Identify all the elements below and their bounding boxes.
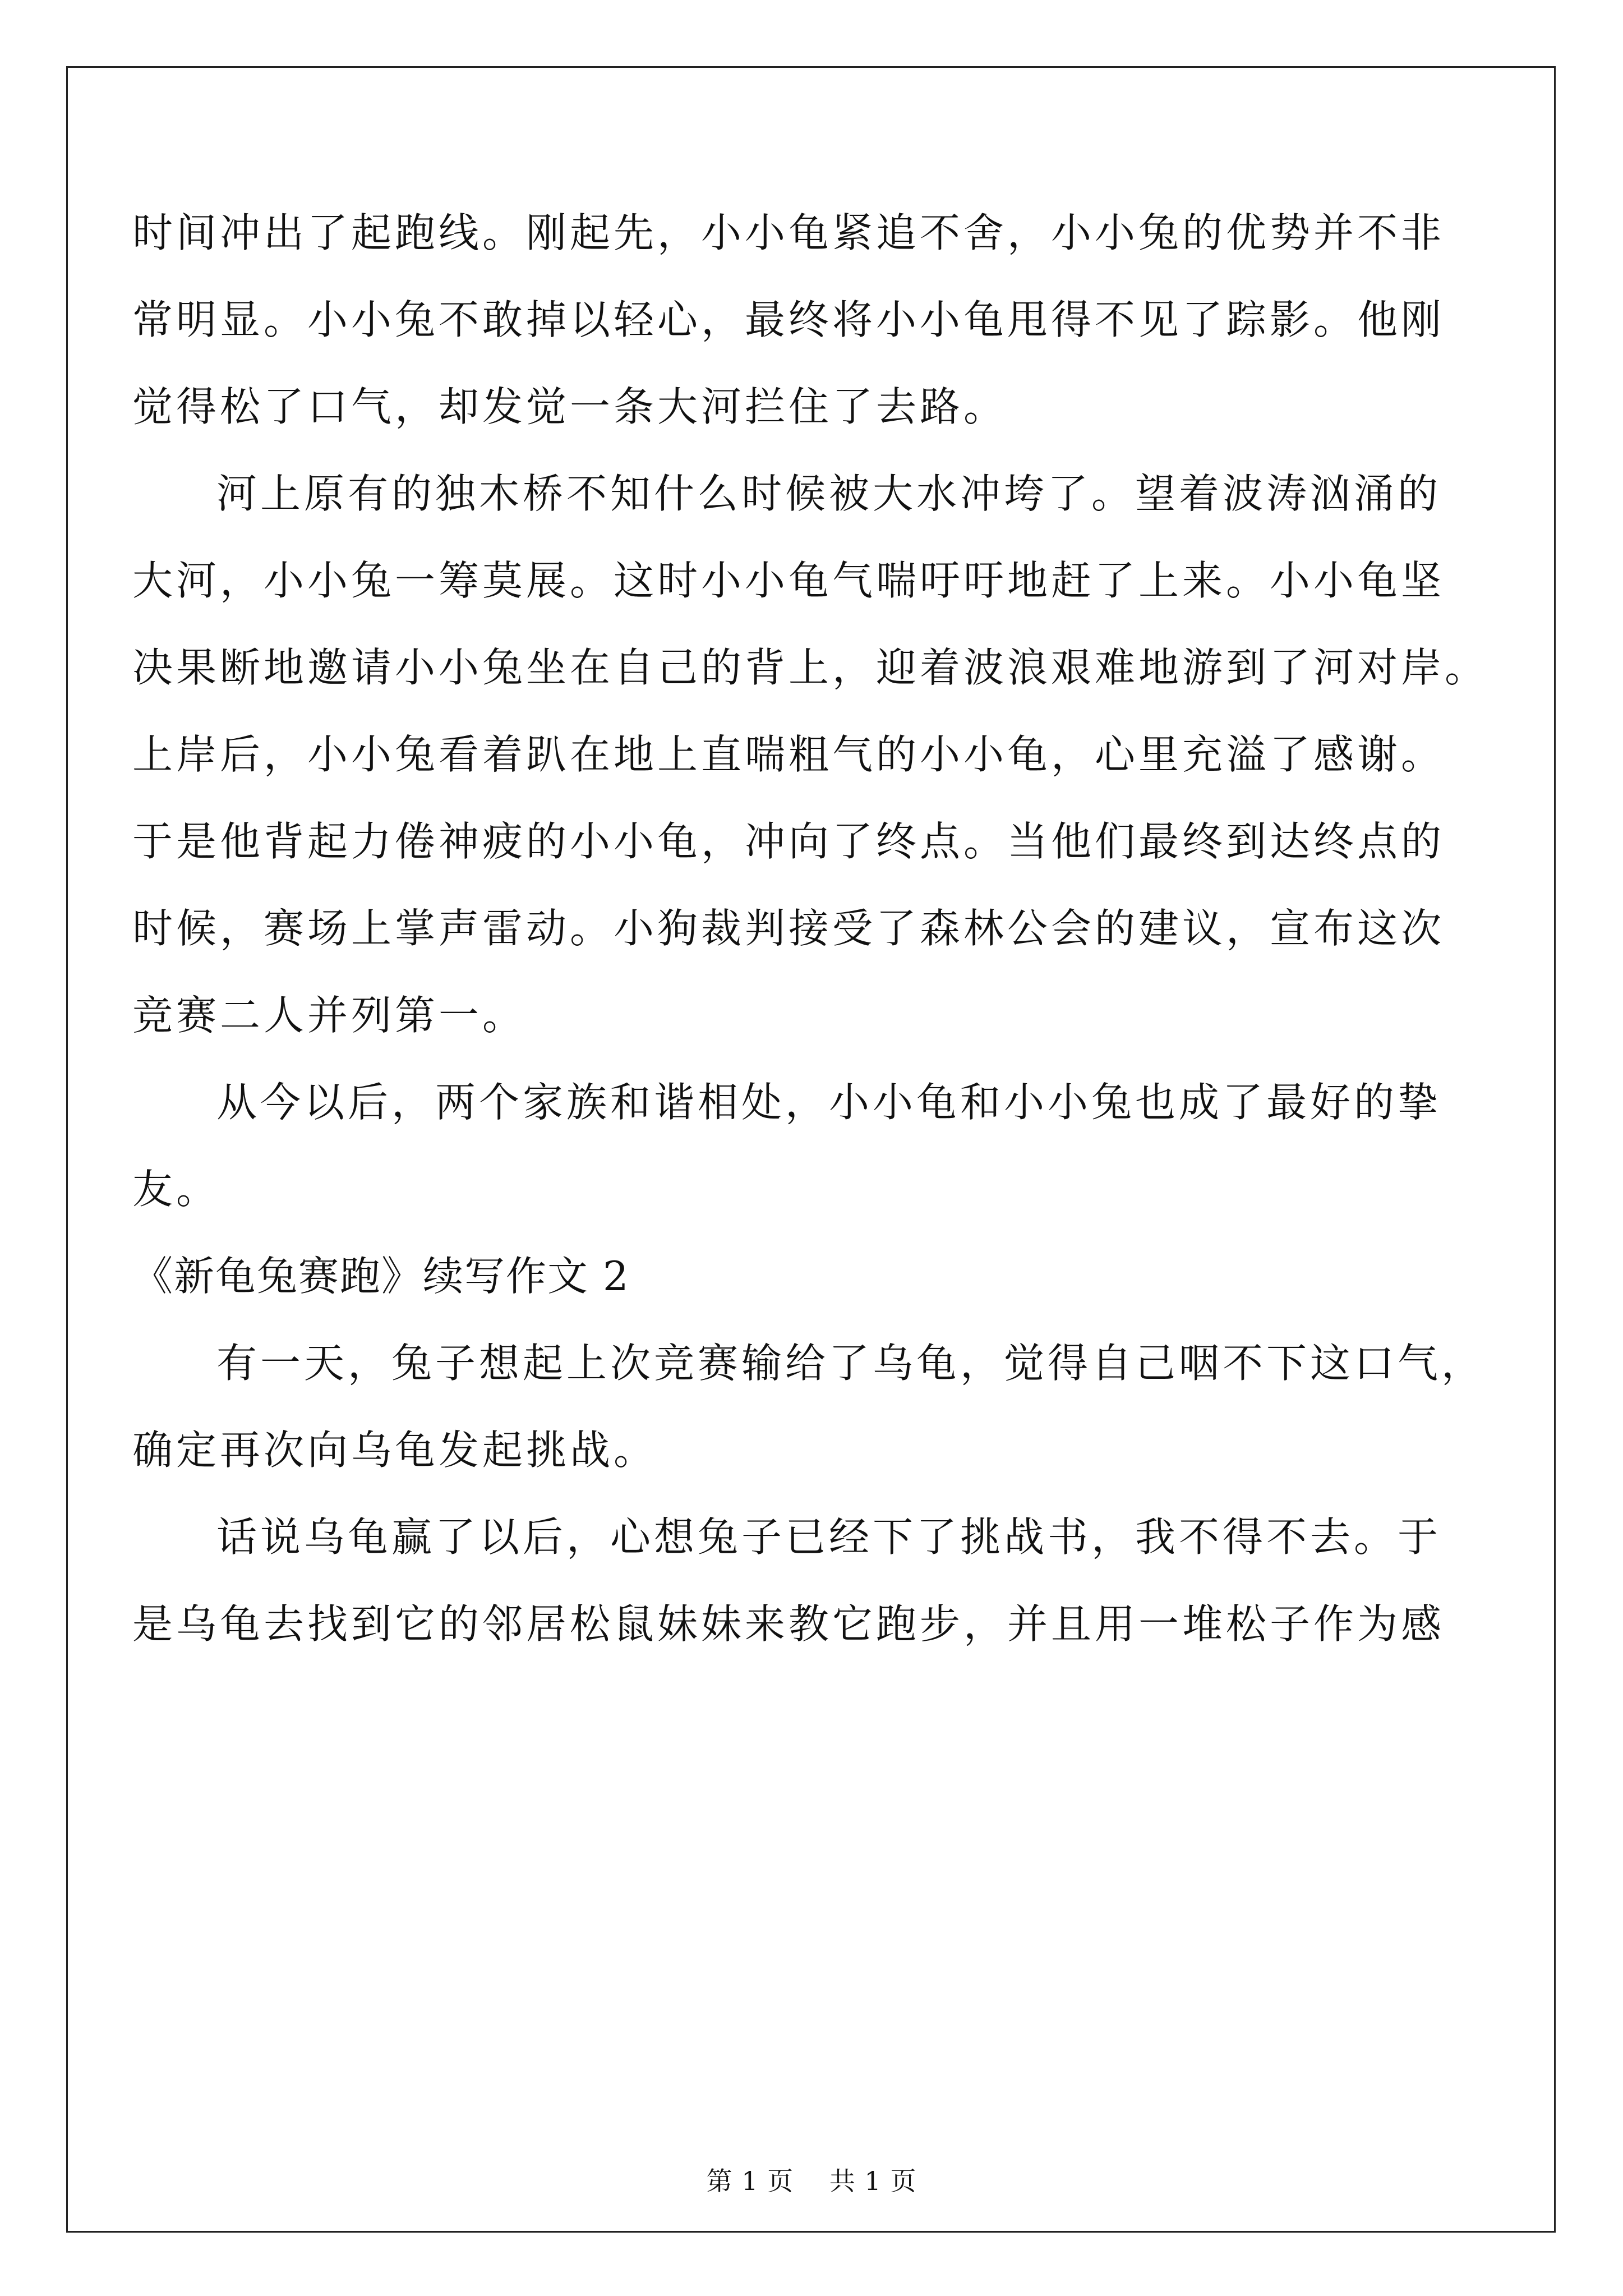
- section-heading: 《新龟兔赛跑》续写作文 2: [132, 1253, 630, 1300]
- text-line: 竞赛二人并列第一。: [132, 992, 527, 1039]
- text-line: 于是他背起力倦神疲的小小龟，冲向了终点。当他们最终到达终点的: [132, 818, 1445, 865]
- paragraph-start-line: 从今以后，两个家族和谐相处，小小龟和小小兔也成了最好的挚: [216, 1079, 1442, 1126]
- page-number-current: 第 1 页: [706, 2166, 794, 2196]
- text-line: 大河，小小兔一筹莫展。这时小小龟气喘吁吁地赶了上来。小小龟坚: [132, 557, 1445, 604]
- text-line: 友。: [132, 1166, 220, 1213]
- page-footer: [0, 2164, 1623, 2198]
- text-line: 时候，赛场上掌声雷动。小狗裁判接受了森林公会的建议，宣布这次: [132, 905, 1445, 952]
- text-line: 上岸后，小小兔看着趴在地上直喘粗气的小小龟，心里充溢了感谢。: [132, 731, 1445, 778]
- paragraph-start-line: 河上原有的独木桥不知什么时候被大水冲垮了。望着波涛汹涌的: [216, 470, 1442, 517]
- paragraph-start-line: 话说乌龟赢了以后，心想兔子已经下了挑战书，我不得不去。于: [216, 1513, 1442, 1561]
- text-line: 时间冲出了起跑线。刚起先，小小龟紧追不舍，小小兔的优势并不非: [132, 209, 1445, 256]
- text-line: 常明显。小小兔不敢掉以轻心，最终将小小龟甩得不见了踪影。他刚: [132, 296, 1445, 343]
- page-number-total: 共 1 页: [829, 2166, 917, 2196]
- text-line: 确定再次向乌龟发起挑战。: [132, 1427, 658, 1474]
- paragraph-start-line: 有一天，兔子想起上次竞赛输给了乌龟，觉得自己咽不下这口气，: [216, 1340, 1486, 1387]
- text-line: 觉得松了口气，却发觉一条大河拦住了去路。: [132, 383, 1008, 430]
- text-line: 是乌龟去找到它的邻居松鼠妹妹来教它跑步，并且用一堆松子作为感: [132, 1600, 1445, 1648]
- text-line: 决果断地邀请小小兔坐在自己的背上，迎着波浪艰难地游到了河对岸。: [132, 644, 1489, 691]
